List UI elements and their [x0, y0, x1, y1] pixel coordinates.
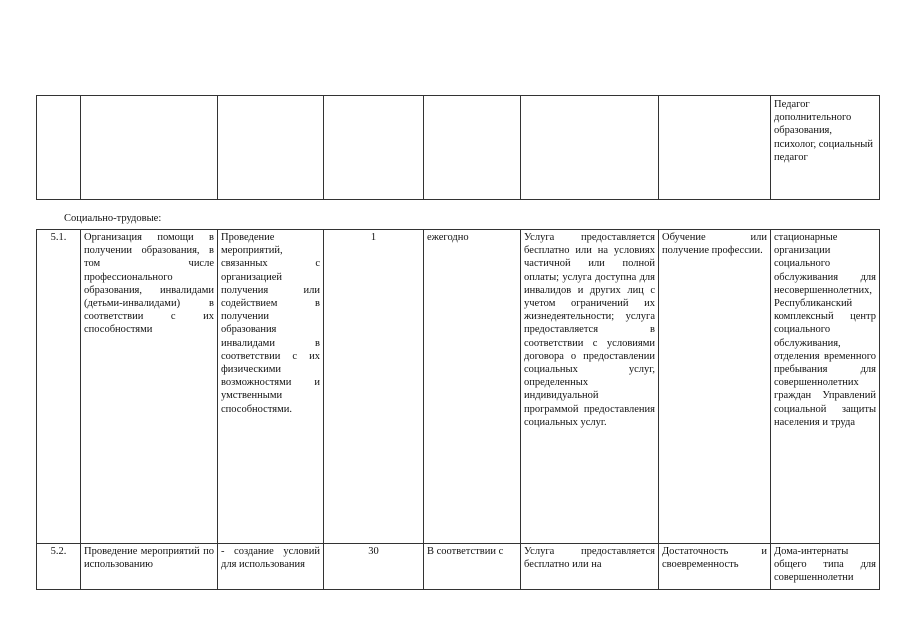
cell	[218, 96, 324, 200]
service-period: В соответствии с	[424, 544, 521, 590]
table-row	[37, 544, 880, 590]
service-name: Проведение мероприятий по использованию	[81, 544, 218, 590]
service-volume: 30	[324, 544, 424, 590]
service-provider: стационарные организации социального обслуживания для несовершеннолетних, Республиканский комплексный центр социального обслуживания, отделения временного пребывания для совершеннолетних граждан Управлений социальной защиты населения и труда	[771, 230, 880, 544]
service-result: Обучение или получение профессии.	[659, 230, 771, 544]
service-conditions: Услуга предоставляется бесплатно или на условиях частичной или полной оплаты; услуга доступна для инвалидов и других лиц с учетом ограничений их жизнедеятельности; услуга предоставляется в соответствии с условиями договора о предоставлении социальных услуг, определенных индивидуальной программой предоставления социальных услуг.	[521, 230, 659, 544]
cell	[37, 96, 81, 200]
service-period: ежегодно	[424, 230, 521, 544]
service-measures: - создание условий для использования	[218, 544, 324, 590]
service-result: Достаточность и своевременность	[659, 544, 771, 590]
cell	[324, 96, 424, 200]
row-number: 5.1.	[37, 230, 81, 544]
section-label: Социально-трудовые:	[64, 213, 162, 224]
services-table	[36, 229, 880, 590]
cell	[424, 96, 521, 200]
service-conditions: Услуга предоставляется бесплатно или на	[521, 544, 659, 590]
service-volume: 1	[324, 230, 424, 544]
service-provider: Дома-интернаты общего типа для совершеннолетни	[771, 544, 880, 590]
cell	[81, 96, 218, 200]
table-row	[37, 230, 880, 544]
top-table	[36, 95, 880, 200]
cell-staff: Педагог дополнительного образования, психолог, социальный педагог	[771, 96, 880, 200]
table-row	[37, 96, 880, 200]
row-number: 5.2.	[37, 544, 81, 590]
service-measures: Проведение мероприятий, связанных с организацией получения или содействием в получении образования инвалидами в соответствии с их физическими возможностями и умственными способностями.	[218, 230, 324, 544]
cell	[521, 96, 659, 200]
service-name: Организация помощи в получении образования, в том числе профессионального образования, инвалидами (детьми-инвалидами) в соответствии с их способностями	[81, 230, 218, 544]
cell	[659, 96, 771, 200]
